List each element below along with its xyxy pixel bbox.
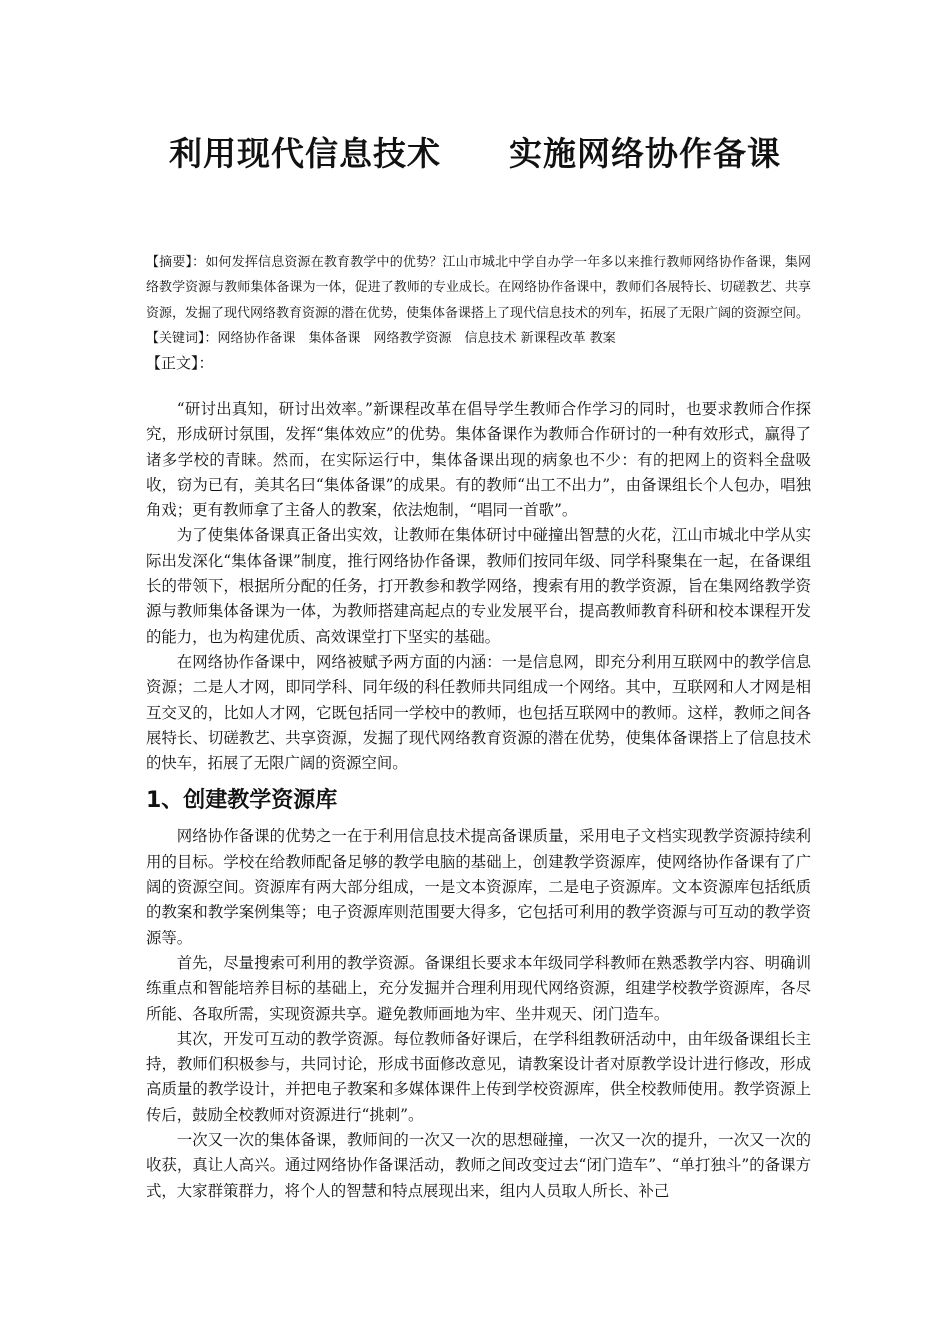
document-title: 利用现代信息技术 实施网络协作备课 [169, 134, 781, 173]
body-paragraph: 一次又一次的集体备课，教师间的一次又一次的思想碰撞，一次又一次的提升，一次又一次的收获，真让人高兴。通过网络协作备课活动，教师之间改变过去“闭门造车”、“单打独斗”的备课方式，大家群策群力，将个人的智慧和特点展现出来，组内人员取人所长、补己 [146, 1131, 811, 1200]
section-heading: 1、创建教学资源库 [146, 788, 338, 814]
document-body [146, 397, 811, 1204]
body-paragraph: 其次，开发可互动的教学资源。每位教师备好课后，在学科组教研活动中，由年级备课组长主持，教师们积极参与，共同讨论，形成书面修改意见，请教案设计者对原教学设计进行修改，形成高质量的教学设计，并把电子教案和多媒体课件上传到学校资源库，供全校教师使用。教学资源上传后，鼓励全校教师对资源进行“挑刺”。 [146, 1029, 811, 1124]
body-paragraph: 在网络协作备课中，网络被赋予两方面的内涵：一是信息网，即充分利用互联网中的教学信息资源；二是人才网，即同学科、同年级的科任教师共同组成一个网络。其中，互联网和人才网是相互交叉的，比如人才网，它既包括同一学校中的教师，也包括互联网中的教师。这样，教师之间各展特长、切磋教艺、共享资源，发掘了现代网络教育资源的潜在优势，使集体备课搭上了信息技术的快车，拓展了无限广阔的资源空间。 [146, 652, 811, 773]
abstract-text: 【摘要】：如何发挥信息资源在教育教学中的优势？江山市城北中学自办学一年多以来推行教师网络协作备课，集网络教学资源与教师集体备课为一体，促进了教师的专业成长。在网络协作备课中，教师们各展特长、切磋教艺、共享资源，发掘了现代网络教育资源的潜在优势，使集体备课搭上了现代信息技术的列车，拓展了无限广阔的资源空间。 [146, 255, 811, 321]
main-text-label: 【正文】： [146, 354, 214, 373]
keywords-line: 【关键词】：网络协作备课 集体备课 网络教学资源 信息技术 新课程改革 教案 [146, 330, 616, 346]
body-paragraph: 为了使集体备课真正备出实效，让教师在集体研讨中碰撞出智慧的火花，江山市城北中学从实际出发深化“集体备课”制度，推行网络协作备课，教师们按同年级、同学科聚集在一起，在备课组长的带领下，根据所分配的任务，打开教参和教学网络，搜索有用的教学资源，旨在集网络教学资源与教师集体备课为一体，为教师搭建高起点的专业发展平台，提高教师教育科研和校本课程开发的能力，也为构建优质、高效课堂打下坚实的基础。 [146, 526, 811, 646]
body-paragraph: 首先，尽量搜索可利用的教学资源。备课组长要求本年级同学科教师在熟悉教学内容、明确训练重点和智能培养目标的基础上，充分发掘并合理利用现代网络资源，组建学校教学资源库，各尽所能、各取所需，实现资源共享。避免教师画地为牢、坐井观天、闭门造车。 [146, 953, 811, 1023]
abstract-block [146, 250, 811, 376]
body-paragraph: “研讨出真知，研讨出效率。”新课程改革在倡导学生教师合作学习的同时，也要求教师合作探究，形成研讨氛围，发挥“集体效应”的优势。集体备课作为教师合作研讨的一种有效形式，赢得了诸多学校的青睐。然而，在实际运行中，集体备课出现的病象也不少：有的把网上的资料全盘吸收，窃为已有，美其名曰“集体备课”的成果。有的教师“出工不出力”，由备课组长个人包办，唱独角戏；更有教师拿了主备人的教案，依法炮制，“唱同一首歌”。 [146, 400, 811, 520]
body-paragraph: 网络协作备课的优势之一在于利用信息技术提高备课质量，采用电子文档实现教学资源持续利用的目标。学校在给教师配备足够的教学电脑的基础上，创建教学资源库，使网络协作备课有了广阔的资源空间。资源库有两大部分组成，一是文本资源库，二是电子资源库。文本资源库包括纸质的教案和教学案例集等；电子资源库则范围要大得多，它包括可利用的教学资源与可互动的教学资源等。 [146, 827, 811, 947]
